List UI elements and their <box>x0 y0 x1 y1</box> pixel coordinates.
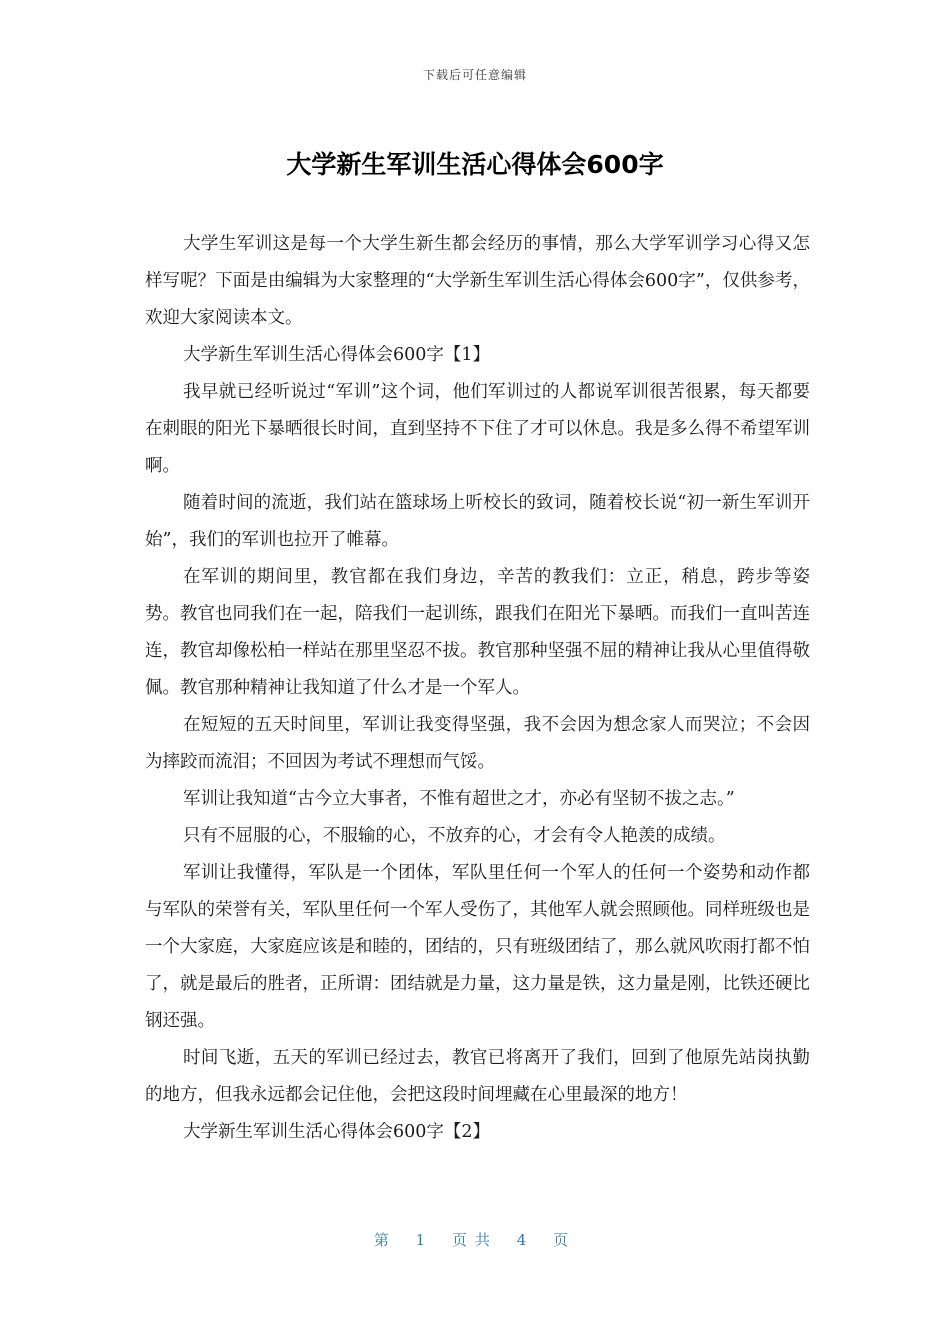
section-heading-1: 大学新生军训生活心得体会600字【1】 <box>183 345 491 365</box>
document-body <box>145 226 810 1151</box>
section-heading-2: 大学新生军训生活心得体会600字【2】 <box>183 1122 491 1142</box>
body-paragraph: 军训让我懂得，军队是一个团体，军队里任何一个军人的任何一个姿势和动作都与军队的荣誉有关，军队里任何一个军人受伤了，其他军人就会照顾他。同样班级也是一个大家庭，大家庭应该是和睦的，团结的，只有班级团结了，那么就风吹雨打都不怕了，就是最后的胜者，正所谓：团结就是力量，这力量是铁，这力量是刚，比铁还硬比钢还强。 <box>145 863 810 1031</box>
body-paragraph: 军训让我知道“古今立大事者，不惟有超世之才，亦必有坚韧不拔之志。” <box>183 789 735 809</box>
body-paragraph: 我早就已经听说过“军训”这个词，他们军训过的人都说军训很苦很累，每天都要在刺眼的阳光下暴晒很长时间，直到坚持不下住了才可以休息。我是多么得不希望军训啊。 <box>145 382 810 476</box>
page-indicator: 第 1 页共 4 页 <box>373 1231 577 1249</box>
body-paragraph: 在军训的期间里，教官都在我们身边，辛苦的教我们：立正，稍息，跨步等姿势。教官也同我们在一起，陪我们一起训练，跟我们在阳光下暴晒。而我们一直叫苦连连，教官却像松柏一样站在那里坚忍不拔。教官那种坚强不屈的精神让我从心里值得敬佩。教官那种精神让我知道了什么才是一个军人。 <box>145 567 810 698</box>
body-paragraph: 随着时间的流逝，我们站在篮球场上听校长的致词，随着校长说“初一新生军训开始”，我们的军训也拉开了帷幕。 <box>145 493 810 550</box>
body-paragraph: 只有不屈服的心，不服输的心，不放弃的心，才会有令人艳羡的成绩。 <box>183 826 726 846</box>
body-paragraph: 时间飞逝，五天的军训已经过去，教官已将离开了我们，回到了他原先站岗执勤的地方，但我永远都会记住他，会把这段时间埋藏在心里最深的地方！ <box>145 1048 810 1105</box>
intro-paragraph: 大学生军训这是每一个大学生新生都会经历的事情，那么大学军训学习心得又怎样写呢？下面是由编辑为大家整理的“大学新生军训生活心得体会600字”，仅供参考，欢迎大家阅读本文。 <box>145 234 810 328</box>
document-title: 大学新生军训生活心得体会600字 <box>286 150 664 179</box>
body-paragraph: 在短短的五天时间里，军训让我变得坚强，我不会因为想念家人而哭泣；不会因为摔跤而流泪；不回因为考试不理想而气馁。 <box>145 715 810 772</box>
download-note: 下载后可任意编辑 <box>422 68 527 82</box>
